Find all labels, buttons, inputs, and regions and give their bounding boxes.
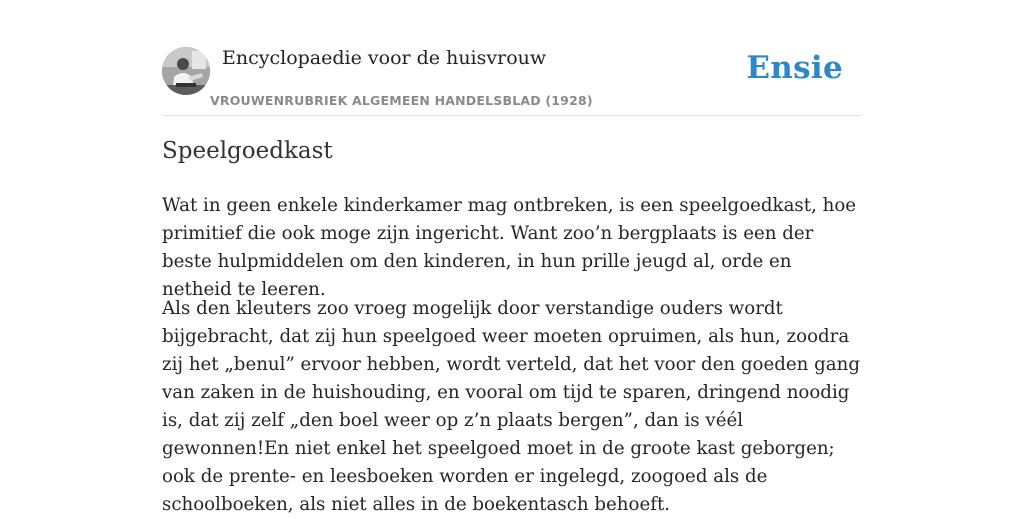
portrait-photo-graphic (162, 47, 210, 95)
article-paragraph-2: Als den kleuters zoo vroeg mogelijk door verstandige ouders wordt bijgebracht, dat zij hun speelgoed weer moeten opruimen, als hun, zoodra zij het „benul” ervoor hebben, wordt verteld, dat het voor den goeden gang van zaken in de huishouding, en vooral om tijd te sparen, dringend noodig is, dat zij zelf „den boel weer op z’n plaats bergen”, dan is véél gewonnen!En niet enkel het speelgoed moet in de groote kast geborgen; ook de prente- en leesboeken worden er ingelegd, zoogoed als de schoolboeken, als niet alles in de boekentasch behoeft. (162, 298, 861, 515)
article-paragraph-1: Wat in geen enkele kinderkamer mag ontbreken, is een speelgoedkast, hoe primitief die ook moge zijn ingericht. Want zoo’n bergplaats is een der beste hulpmiddelen om den kinderen, in hun prille jeugd al, orde en netheid te leeren. (162, 195, 857, 300)
site-title[interactable]: Encyclopaedie voor de huisvrouw (222, 47, 547, 69)
site-subtitle: VROUWENRUBRIEK ALGEMEEN HANDELSBLAD (1928) (210, 93, 593, 108)
site-header (162, 46, 862, 116)
brand-logo-link[interactable]: Ensie (746, 50, 843, 86)
article-title: Speelgoedkast (162, 138, 333, 164)
portrait-photo-icon[interactable] (162, 47, 210, 95)
